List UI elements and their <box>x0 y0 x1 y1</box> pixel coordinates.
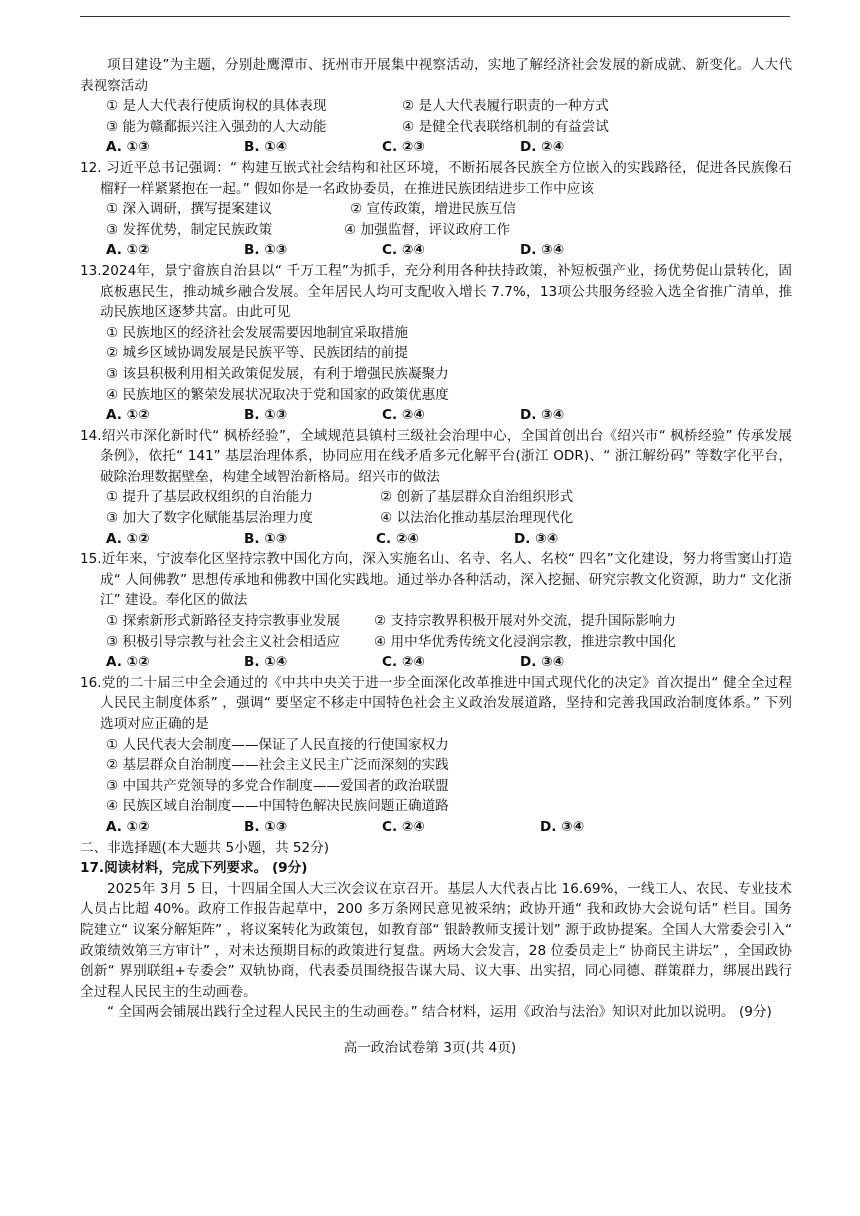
q11-options-row1 <box>80 96 792 117</box>
q11-option-3: ③ 能为赣鄱振兴注入强劲的人大动能 <box>106 118 327 135</box>
q17-question: “ 全国两会铺展出践行全过程人民民主的生动画卷。” 结合材料，运用《政治与法治》知识对此加以说明。 (9分) <box>107 1004 772 1021</box>
q12-options-row2 <box>80 220 792 241</box>
q13-answers <box>80 405 792 426</box>
q14-options-row2 <box>80 508 792 529</box>
page-footer: 高一政治试卷第 3页(共 4页) <box>343 1040 517 1056</box>
q12-answers <box>80 240 792 261</box>
q12-option-3: ③ 发挥优势，制定民族政策 <box>106 221 273 238</box>
q13-option-1: ① 民族地区的经济社会发展需要因地制宜采取措施 <box>106 324 408 341</box>
q12-answer-b: B. ①③ <box>244 242 288 259</box>
q15-answer-b: B. ①④ <box>244 654 288 671</box>
q16-answer-c: C. ②④ <box>382 818 425 835</box>
q11-answers <box>80 137 792 158</box>
q16-answer-b: B. ①③ <box>244 818 288 835</box>
q13-answer-b: B. ①③ <box>244 407 288 424</box>
q12-option-2: ② 宣传政策，增进民族互信 <box>350 201 517 218</box>
q15-answer-d: D. ③④ <box>520 654 565 671</box>
q12-options-row1 <box>80 199 792 220</box>
q17-title: 17.阅读材料，完成下列要求。 (9分) <box>80 860 308 877</box>
q16-option-3: ③ 中国共产党领导的多党合作制度——爱国者的政治联盟 <box>106 777 449 794</box>
q16-stem: 16.党的二十届三中全会通过的《中共中央关于进一步全面深化改革推进中国式现代化的决定》首次提出“ 健全全过程人民民主制度体系” ，强调“ 要坚定不移走中国特色社会主义政治发展道路，坚持和完善我国政治制度体系。” 下列选项对应正确的是 <box>80 674 792 732</box>
q12-stem: 12. 习近平总书记强调：“ 构建互嵌式社会结构和社区环境，不断拓展各民族全方位嵌入的实践路径，促进各民族像石榴籽一样紧紧抱在一起。” 假如你是一名政协委员，在推进民族团结进步工作中应该 <box>80 159 792 197</box>
q14-answer-c: C. ②④ <box>376 530 419 547</box>
q11-option-4: ④ 是健全代表联络机制的有益尝试 <box>402 118 609 135</box>
q14-option-4: ④ 以法治化推动基层治理现代化 <box>380 510 574 527</box>
page-content <box>80 55 792 1023</box>
q14-answer-b: B. ①③ <box>244 530 288 547</box>
q11-option-1: ① 是人大代表行使质询权的具体表现 <box>106 98 327 115</box>
q12-answer-c: C. ②④ <box>382 242 425 259</box>
section2-heading: 二、非选择题(本大题共 5小题，共 52分) <box>80 839 330 856</box>
q15-options-row2 <box>80 632 792 653</box>
q14-option-3: ③ 加大了数字化赋能基层治理力度 <box>106 510 313 527</box>
q15-answer-a: A. ①② <box>106 654 150 671</box>
q12-option-1: ① 深入调研，撰写提案建议 <box>106 201 273 218</box>
q14-option-2: ② 创新了基层群众自治组织形式 <box>380 489 574 506</box>
q16-option-2: ② 基层群众自治制度——社会主义民主广泛而深刻的实践 <box>106 757 449 774</box>
q11-options-row2 <box>80 117 792 138</box>
q11-answer-a: A. ①③ <box>106 139 150 156</box>
q15-answer-c: C. ②④ <box>382 654 425 671</box>
q13-option-4: ④ 民族地区的繁荣发展状况取决于党和国家的政策优惠度 <box>106 386 449 403</box>
q14-option-1: ① 提升了基层政权组织的自治能力 <box>106 489 313 506</box>
q15-option-1: ① 探索新形式新路径支持宗教事业发展 <box>106 613 341 630</box>
q12-option-4: ④ 加强监督，评议政府工作 <box>344 221 511 238</box>
q17-material: 2025年 3月 5 日，十四届全国人大三次会议在京召开。基层人大代表占比 16.69%，一线工人、农民、专业技术人员占比超 40%。政府工作报告起草中，200 多万条网民意见被采纳；政协开通“ 我和政协大会说句话” 栏目。国务院建立“ 议案分解矩阵” ，将议案转化为政策包，如教育部“ 银龄教师支援计划” 源于政协提案。全国人大常委会引入“ 政策绩效第三方审计” ，对未达预期目标的政策进行复盘。两场大会发言，28 位委员走上“ 协商民主讲坛” ，全国政协创新“ 界别联组+专委会” 双轨协商，代表委员围绕报告谋大局、议大事、出实招，同心同德、群策群力，绑展出践行全过程人民民主的生动画卷。 <box>80 880 792 1000</box>
q14-answers <box>80 529 792 550</box>
q15-options-row1 <box>80 611 792 632</box>
q15-stem: 15.近年来，宁波奉化区坚持宗教中国化方向，深入实施名山、名寺、名人、名校“ 四名”文化建设，努力将雪窦山打造成“ 人间佛教” 思想传承地和佛教中国化实践地。通过举办各种活动，深入挖掘、研究宗教文化资源，助力“ 文化浙江” 建设。奉化区的做法 <box>80 551 792 609</box>
q11-answer-b: B. ①④ <box>244 139 288 156</box>
q13-answer-d: D. ③④ <box>520 407 565 424</box>
q15-option-3: ③ 积极引导宗教与社会主义社会相适应 <box>106 633 341 650</box>
q16-option-1: ① 人民代表大会制度——保证了人民直接的行使国家权力 <box>106 736 449 753</box>
q16-answer-a: A. ①② <box>106 818 150 835</box>
q14-stem: 14.绍兴市深化新时代“ 枫桥经验”，全域规范县镇村三级社会治理中心，全国首创出台《绍兴市“ 枫桥经验” 传承发展条例》，依托“ 141” 基层治理体系，协同应用在线矛盾多元化解平台(浙江 ODR)、“ 浙江解纷码” 等数字化平台，破除治理数据壁垒，构建全域智治新格局。绍兴市的做法 <box>80 427 792 485</box>
q16-option-4: ④ 民族区域自治制度——中国特色解决民族问题正确道路 <box>106 798 449 815</box>
q14-options-row1 <box>80 487 792 508</box>
q13-stem: 13.2024年，景宁畲族自治县以“ 千万工程”为抓手，充分利用各种扶持政策，补短板强产业，扬优势促山景转化，固底板惠民生，推动城乡融合发展。全年居民人均可支配收入增长 7.7%，13项公共服务经验入选全省推广清单，推动民族地区逐梦共富。由此可见 <box>80 262 792 321</box>
q16-answer-d: D. ③④ <box>540 818 585 835</box>
q15-option-4: ④ 用中华优秀传统文化浸润宗教，推进宗教中国化 <box>374 633 676 650</box>
q11-answer-c: C. ②③ <box>382 139 425 156</box>
q11-option-2: ② 是人大代表履行职责的一种方式 <box>402 98 609 115</box>
q13-answer-c: C. ②④ <box>382 407 425 424</box>
q13-option-3: ③ 该县积极利用相关政策促发展，有利于增强民族凝聚力 <box>106 365 449 382</box>
q11-answer-d: D. ②④ <box>520 139 565 156</box>
q14-answer-d: D. ③④ <box>514 530 559 547</box>
q11-continuation-stem: 项目建设”为主题，分别赴鹰潭市、抚州市开展集中视察活动，实地了解经济社会发展的新成就、新变化。人大代表视察活动 <box>80 57 792 94</box>
q12-answer-a: A. ①② <box>106 242 150 259</box>
q13-answer-a: A. ①② <box>106 407 150 424</box>
q16-answers <box>80 817 792 838</box>
q13-option-2: ② 城乡区域协调发展是民族平等、民族团结的前提 <box>106 345 408 362</box>
q12-answer-d: D. ③④ <box>520 242 565 259</box>
q15-option-2: ② 支持宗教界积极开展对外交流，提升国际影响力 <box>374 613 676 630</box>
header-rule <box>80 16 790 17</box>
q15-answers <box>80 652 792 673</box>
q14-answer-a: A. ①② <box>106 530 150 547</box>
